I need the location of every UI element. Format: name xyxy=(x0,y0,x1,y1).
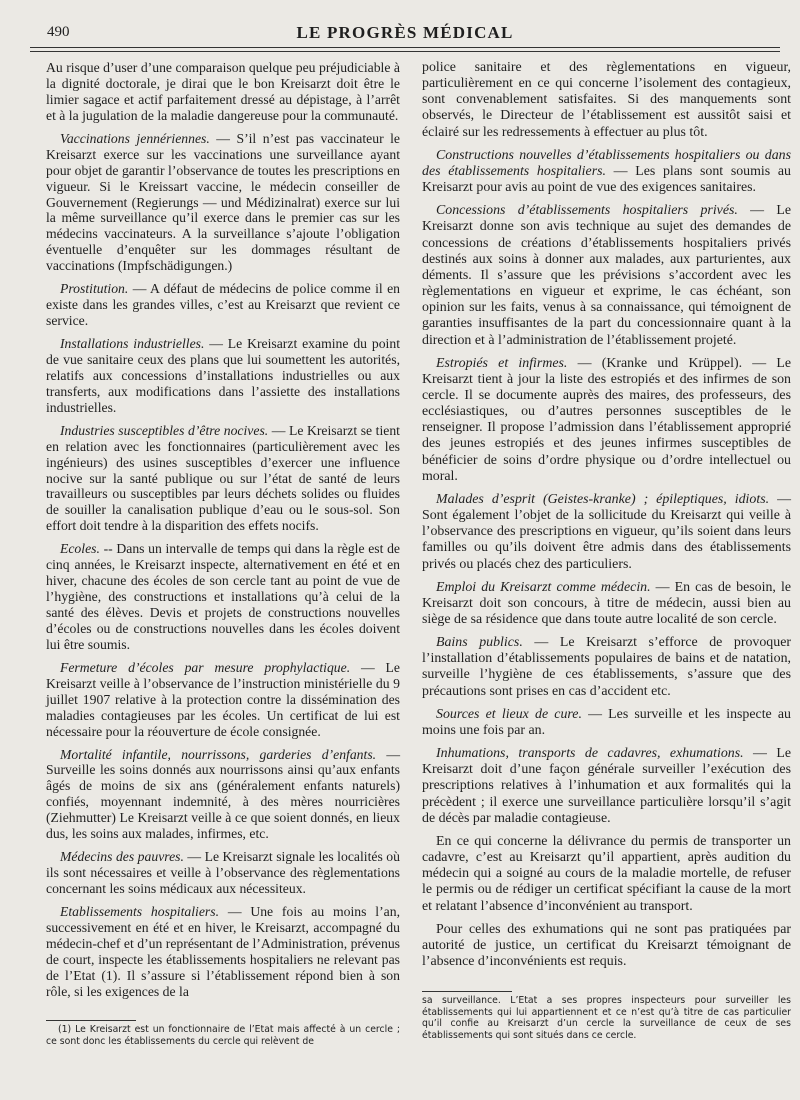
paragraph-text: — Surveille les soins donnés aux nourrissons ainsi qu’aux enfants âgés de moins de six ans (généralement enfants naturels) confiés, moyennant indemnité, à des mères nourricières (Ziehmutter) Le Kreisarzt veille à ce que soient donnés, en lieux dus, les soins aux malades, infirmes, etc. xyxy=(46,746,400,842)
paragraph-text: police sanitaire et des règlementations en vigueur, particulièrement en ce qui concerne l’isolement des contagieux, sont convenablement satisfaites. Si des manquements sont observés, le Directeur de l’établissement est aussitôt saisi et éclairé sur les redressements à effectuer au plus tôt. xyxy=(422,60,791,140)
section-title: Prostitution. xyxy=(60,281,129,297)
paragraph xyxy=(46,660,400,740)
section-title: Sources et lieux de cure. xyxy=(436,706,582,722)
section-title: Mortalité infantile, nourrissons, garderies d’enfants. xyxy=(60,746,377,762)
paragraph xyxy=(422,148,791,196)
footnote-left xyxy=(46,1024,400,1047)
section-title: Emploi du Kreisarzt comme médecin. xyxy=(436,579,651,595)
section-title: Fermeture d’écoles par mesure prophylactique. xyxy=(60,659,351,675)
running-header xyxy=(30,20,780,46)
paragraph-text: — Le Kreisarzt doit d’une façon générale surveiller l’exécution des prescriptions relatives à l’inhumation et aux formalités qui la précèdent ; il exerce une surveillance particulière lorsqu’il s’agit de décès par maladie contagieuse. xyxy=(422,746,791,826)
section-title: Vaccinations jennériennes. xyxy=(60,130,210,146)
header-rule xyxy=(30,47,780,52)
footnote-rule-left xyxy=(46,1020,136,1021)
paragraph xyxy=(46,541,400,653)
footnote-right xyxy=(422,995,791,1041)
paragraph xyxy=(422,707,791,739)
section-title: Médecins des pauvres. xyxy=(60,849,184,865)
paragraph xyxy=(422,922,791,970)
paragraph xyxy=(46,281,400,329)
paragraph-text: -- Dans un intervalle de temps qui dans la règle est de cinq années, le Kreisarzt inspecte, alternativement en été et en hiver, chacune des écoles de son cercle tant au point de vue de l’hygiène, des constructions et installations qu’à celui de la santé des élèves. Devis et projets de constructions nouvelles d’écoles ou de constructions nouvelles dans les écoles doivent lui être soumis. xyxy=(46,541,400,652)
section-title: Concessions d’établissements hospitaliers privés. xyxy=(436,203,738,219)
paragraph xyxy=(422,834,791,915)
paragraph xyxy=(422,60,791,141)
paragraph-text: — Les plans sont soumis au Kreisarzt pour avis au point de vue des exigences sanitaires. xyxy=(422,163,791,196)
paragraph-text: — Le Kreisarzt signale les localités où ils sont nécessaires et veille à l’observance des règlementations concernant les soins médicaux aux nécessiteux. xyxy=(46,849,400,896)
paragraph-text: — Le Kreisarzt s’efforce de provoquer l’installation d’établissements populaires de bains et de natation, surveille l’hygiène de ces établissements, s’assure que des précautions sont prises en cas d’accident etc. xyxy=(422,635,791,699)
paragraph-text: Pour celles des exhumations qui ne sont pas pratiquées par autorité de justice, un certificat du Kreisarzt témoignant de l’absence d’inconvénients est requis. xyxy=(422,921,791,969)
paragraph xyxy=(46,336,400,416)
section-title: Bains publics. xyxy=(436,635,523,651)
paragraph-text: — S’il n’est pas vaccinateur le Kreisarzt exerce sur les vaccinations une surveillance ayant pour objet de garantir l’observance de toutes les prescriptions en vigueur. Si le Kreissart vaccine, le médecin conseiller de Gouvernement (Regierungs — und Médizinalrat) exerce sur lui la même surveillance qu’il exerce dans le premier cas sur les médecins vaccinateurs. A la surveillance s’ajoute l’obligation éventuelle d’enquêter sur les dommages résultant de vaccinations (Impfschädigungen.) xyxy=(46,130,400,274)
paragraph xyxy=(46,904,400,1000)
paragraph-text: — Sont également l’objet de la sollicitude du Kreisarzt qui veille à l’observance des prescriptions en vigueur, qu’ils soient dans leurs familles ou qu’ils doivent être admis dans des établissements privés ou placés chez des particuliers. xyxy=(422,491,791,572)
footnote-left-text: (1) Le Kreisarzt est un fonctionnaire de l’Etat mais affecté à un cercle ; ce sont donc les établissements du cercle qui relèvent de xyxy=(46,1024,400,1047)
paragraph xyxy=(46,60,400,124)
paragraph xyxy=(422,580,791,628)
page-number: 490 xyxy=(47,24,70,40)
right-column xyxy=(422,60,791,977)
paragraph xyxy=(422,356,791,485)
paragraph-text: — En cas de besoin, le Kreisarzt doit son concours, à titre de médecin, aussi bien au siège de sa résidence que dans toute autre localité de son cercle. xyxy=(422,579,791,627)
section-title: Estropiés et infirmes. xyxy=(436,355,568,371)
paragraph-text: — Le Kreisarzt se tient en relation avec les fonctionnaires (particulièrement avec les ingénieurs) des usines susceptibles d’exercer une influence nocive sur la santé publique ou sur l’état de santé de leurs travailleurs ou susceptibles par leurs déchets solides ou fluides de souiller la canalisation publique d’eau ou le sous-sol. Son effort doit tendre à la disparition des effets nocifs. xyxy=(46,422,400,534)
section-title: Malades d’esprit (Geistes-kranke) ; épileptiques, idiots. xyxy=(436,491,770,507)
section-title: Industries susceptibles d’être nocives. xyxy=(60,422,269,438)
section-title: Constructions nouvelles d’établissements hospitaliers ou dans des établissements hospitaliers. xyxy=(422,147,791,179)
paragraph-text: — Une fois au moins l’an, successivement en été et en hiver, le Kreisarzt, accompagné du médecin-chef et d’un représentant de l’Administration, prévenus de court, inspecte les établissements hospitaliers ne relevant pas de l’Etat (1). Il s’assure si l’établissement répond bien à son rôle, si les exigences de la xyxy=(46,903,400,999)
paragraph-text: — Le Kreisarzt examine du point de vue sanitaire ceux des plans que lui soumettent les autorités, relatifs aux concessions d’installations industrielles ou aux transferts, aux modifications dans l’assiette des installations industrielles. xyxy=(46,336,400,415)
paragraph-text: — Le Kreisarzt donne son avis technique au sujet des demandes de concessions de créations d’établissements hospitaliers privés destinés aux soins à donner aux malades, aux parturientes, aux déments. Il s’assure que les prévisions s’accordent avec les règlementations en vigueur et exprime, le cas échéant, son opinion sur les faits, venus à sa connaissance, qui témoignent de garanties insuffisantes de la part du concessionnaire quant à la direction et à l’administration de l’établissement projeté. xyxy=(422,203,791,348)
paragraph-text: — A défaut de médecins de police comme il en existe dans les grandes villes, c’est au Kreisarzt que revient ce service. xyxy=(46,281,400,329)
left-column xyxy=(46,60,400,1007)
paragraph xyxy=(422,635,791,700)
paragraph-text: — Le Kreisarzt veille à l’observance de l’instruction ministérielle du 9 juillet 1907 relative à la protection contre la dissémination des maladies contagieuses par les écoles. Un certificat de lui est nécessaire pour la réouverture de école consignée. xyxy=(46,659,400,739)
footnote-rule-right xyxy=(422,991,512,992)
paragraph xyxy=(46,849,400,897)
paragraph xyxy=(46,423,400,535)
paragraph-text: En ce qui concerne la délivrance du permis de transporter un cadavre, c’est au Kreisarzt qu’il appartient, après audition du médecin qui a soigné au cours de la maladie mortelle, de refuser le permis ou de rédiger un certificat spécifiant la cause de la mort et relatant l’absence d’inconvénient au transport. xyxy=(422,833,791,914)
paragraph xyxy=(46,131,400,274)
footnote-right-text: sa surveillance. L’Etat a ses propres inspecteurs pour surveiller les établissements qui lui appartiennent et ce n’est qu’à titre de cas particulier qu’il confie au Kreisarzt d’un cercle la surveillance de ceux de ses établissements qui sont situés dans ce cercle. xyxy=(422,995,791,1041)
section-title: Inhumations, transports de cadavres, exhumations. xyxy=(436,746,744,762)
section-title: Installations industrielles. xyxy=(60,336,205,351)
paragraph xyxy=(422,203,791,348)
paragraph-text: — Les surveille et les inspecte au moins une fois par an. xyxy=(422,706,792,738)
section-title: Etablissements hospitaliers. xyxy=(60,903,219,919)
journal-title: LE PROGRÈS MÉDICAL xyxy=(296,23,514,42)
section-title: Ecoles. xyxy=(60,541,100,557)
paragraph-text: — (Kranke und Krüppel). — Le Kreisarzt tient à jour la liste des estropiés et des infirmes de son cercle. Il se documente auprès des maires, des professeurs, des ecclésiastiques, ou d’autres personnes susceptibles de le renseigner. Il propose l’admission dans l’établissement approprié des jeunes estropiés et des jeunes infirmes susceptibles de bénéficier de soins d’ordre physique ou d’ordre intellectuel ou moral. xyxy=(422,355,792,484)
paragraph xyxy=(422,746,791,827)
paragraph-text: Au risque d’user d’une comparaison quelque peu préjudiciable à la dignité doctorale, je dirai que le bon Kreisarzt doit être le limier sagace et actif parfaitement dressé au dépistage, à l’arrêt et à la jugulation de la maladie dangereuse pour la communauté. xyxy=(46,60,400,123)
paragraph xyxy=(46,747,400,843)
paragraph xyxy=(422,492,791,573)
